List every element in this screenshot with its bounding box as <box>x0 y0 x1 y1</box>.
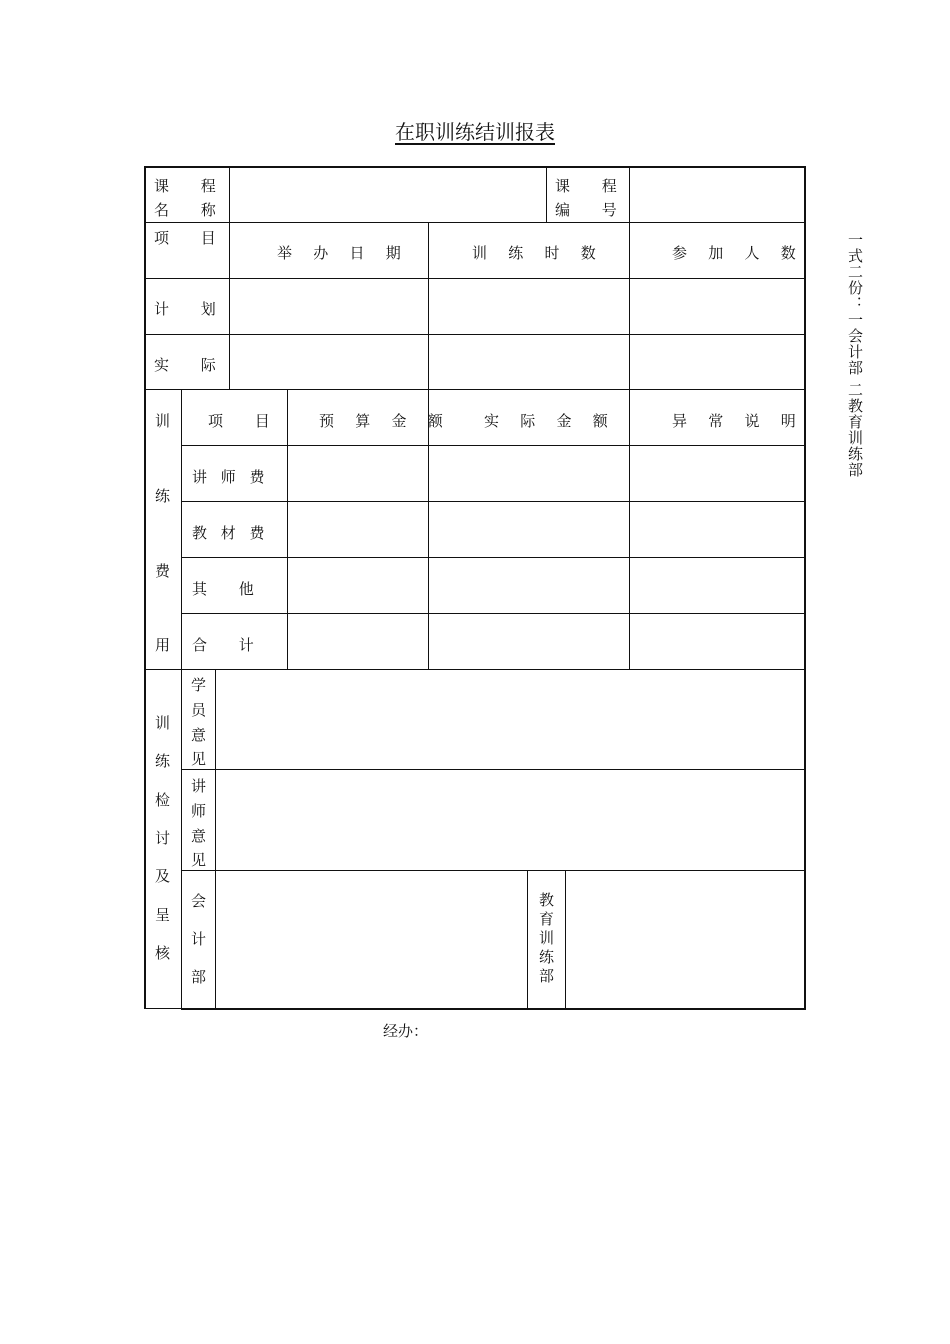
accounting-signoff-field[interactable] <box>216 871 527 1008</box>
review-side-char: 核 <box>155 944 171 962</box>
review-side-char: 检 <box>155 791 171 809</box>
training-dept-char: 教 <box>539 891 555 909</box>
plan-hours-field[interactable] <box>429 279 629 334</box>
total-budget-field[interactable] <box>288 614 428 669</box>
handler-label: 经办： <box>383 1022 429 1040</box>
materials-exception-field[interactable] <box>630 502 804 557</box>
rule <box>181 389 182 1009</box>
plan-date-field[interactable] <box>230 279 428 334</box>
course-no-field[interactable] <box>630 168 804 222</box>
col-training-hours: 训 练 时 数 <box>472 244 605 262</box>
row-actual: 实 际 <box>154 356 230 374</box>
review-side-char: 呈 <box>155 906 171 924</box>
cost-side-char: 练 <box>155 487 171 505</box>
cost-col-item: 项 目 <box>208 412 284 430</box>
col-hold-date: 举 办 日 期 <box>277 244 410 262</box>
cost-row-lecturer: 讲 师 费 <box>192 468 270 486</box>
total-actual-field[interactable] <box>429 614 629 669</box>
teacher-opinion-field[interactable] <box>216 770 804 870</box>
accounting-char: 计 <box>191 930 207 948</box>
student-opinion-char: 员 <box>191 701 207 719</box>
accounting-char: 会 <box>191 892 207 910</box>
cost-side-char: 用 <box>155 636 171 654</box>
student-opinion-char: 见 <box>191 750 207 768</box>
course-name-label-1: 课 程 <box>154 177 230 195</box>
rule <box>527 870 528 1009</box>
lecturer-actual-field[interactable] <box>429 446 629 501</box>
lecturer-exception-field[interactable] <box>630 446 804 501</box>
review-side-char: 练 <box>155 752 171 770</box>
cost-col-budget: 预 算 金 额 <box>319 412 452 430</box>
rule <box>546 166 547 223</box>
course-name-field[interactable] <box>230 168 546 222</box>
training-dept-char: 部 <box>539 967 555 985</box>
cost-row-total: 合 计 <box>192 636 268 654</box>
student-opinion-field[interactable] <box>216 670 804 769</box>
review-side-char: 训 <box>155 714 171 732</box>
training-dept-char: 训 <box>539 929 555 947</box>
training-dept-signoff-field[interactable] <box>566 871 804 1008</box>
cost-col-actual: 实 际 金 额 <box>484 412 617 430</box>
student-opinion-char: 学 <box>191 676 207 694</box>
copies-note: 一式二份：一会计部 二教育训练部 <box>846 232 864 478</box>
training-dept-char: 育 <box>539 910 555 928</box>
review-side-char: 及 <box>155 867 171 885</box>
cost-side-char: 训 <box>155 412 171 430</box>
cost-row-materials: 教 材 费 <box>192 524 270 542</box>
item-label: 项 目 <box>154 229 230 247</box>
teacher-opinion-char: 讲 <box>191 777 207 795</box>
page-title: 在职训练结训报表 <box>395 120 555 144</box>
rule <box>144 278 230 279</box>
course-name-label-2: 名 称 <box>154 201 230 219</box>
actual-people-field[interactable] <box>630 335 804 389</box>
teacher-opinion-char: 意 <box>191 827 207 845</box>
materials-actual-field[interactable] <box>429 502 629 557</box>
other-exception-field[interactable] <box>630 558 804 613</box>
plan-people-field[interactable] <box>630 279 804 334</box>
cost-row-other: 其 他 <box>192 580 268 598</box>
student-opinion-char: 意 <box>191 726 207 744</box>
rule <box>144 389 806 390</box>
teacher-opinion-char: 师 <box>191 802 207 820</box>
teacher-opinion-char: 见 <box>191 851 207 869</box>
row-plan: 计 划 <box>154 300 230 318</box>
rule <box>144 222 806 223</box>
form-border-right <box>804 166 806 1010</box>
materials-budget-field[interactable] <box>288 502 428 557</box>
accounting-char: 部 <box>191 968 207 986</box>
course-no-label-1: 课 程 <box>555 177 631 195</box>
review-side-char: 讨 <box>155 829 171 847</box>
lecturer-budget-field[interactable] <box>288 446 428 501</box>
other-actual-field[interactable] <box>429 558 629 613</box>
total-exception-field[interactable] <box>630 614 804 669</box>
other-budget-field[interactable] <box>288 558 428 613</box>
course-no-label-2: 编 号 <box>555 201 631 219</box>
col-participants: 参 加 人 数 <box>672 244 805 262</box>
form-border-left <box>144 166 146 1009</box>
actual-date-field[interactable] <box>230 335 428 389</box>
form-border-bottom-left <box>144 1008 182 1009</box>
training-dept-char: 练 <box>539 948 555 966</box>
cost-col-exception: 异 常 说 明 <box>672 412 805 430</box>
form-border-bottom <box>181 1008 806 1010</box>
cost-side-char: 费 <box>155 562 171 580</box>
actual-hours-field[interactable] <box>429 335 629 389</box>
